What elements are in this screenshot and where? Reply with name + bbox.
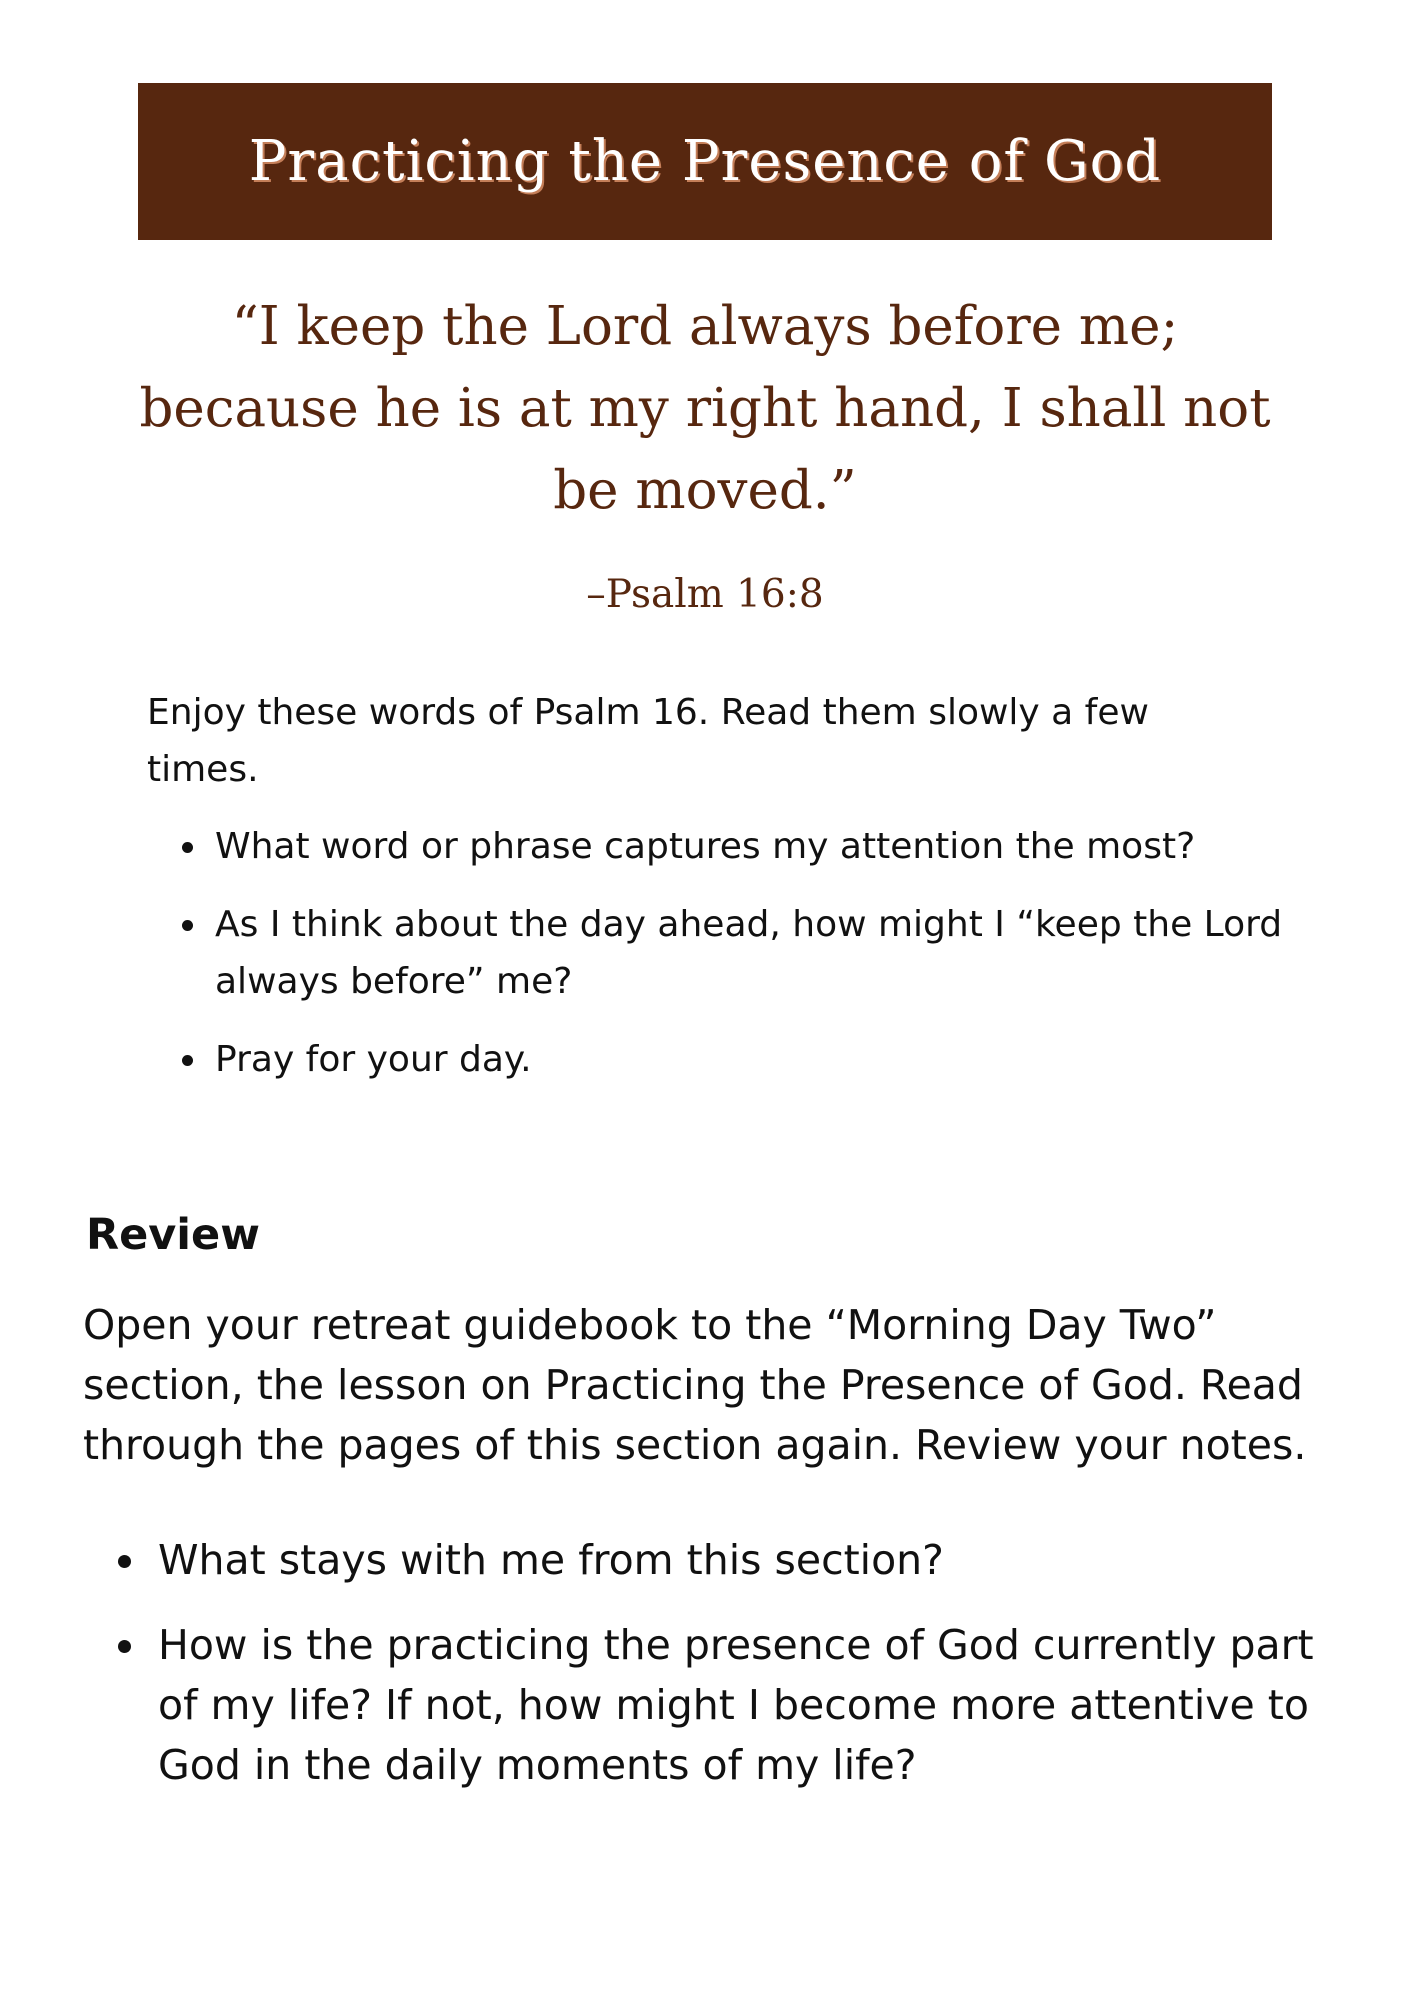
bullet-icon [118,1555,131,1568]
list-item [158,1530,1318,1590]
page-title: Practicing the Presence of God [248,129,1162,194]
review-prompt-list [158,1530,1318,1820]
bullet-icon [182,1055,193,1066]
list-item-text: As I think about the day ahead, how might I “keep the Lord always before” me? [215,904,1283,1002]
reflection-prompt-list [215,818,1295,1109]
list-item-text: Pray for your day. [215,1039,532,1080]
list-item [215,1031,1295,1088]
list-item-text: How is the practicing the presence of God currently part of my life? If not, how might I become more attentive to God in the daily moments of my life? [158,1621,1314,1789]
review-heading: Review [86,1210,260,1260]
list-item [158,1615,1318,1795]
bullet-icon [182,920,193,931]
reflection-intro: Enjoy these words of Psalm 16. Read them slowly a few times. [147,692,1149,790]
scripture-quote: “I keep the Lord always before me; because he is at my right hand, I shall not be moved.” [139,296,1271,521]
review-instructions: Open your retreat guidebook to the “Morning Day Two” section, the lesson on Practicing the Presence of God. Read through the pages of this section again. Review your notes. [83,1301,1307,1469]
title-banner [138,83,1272,240]
list-item [215,896,1295,1010]
list-item-text: What word or phrase captures my attention the most? [215,826,1196,867]
scripture-citation: –Psalm 16:8 [586,572,824,617]
bullet-icon [118,1640,131,1653]
bullet-icon [182,842,193,853]
list-item-text: What stays with me from this section? [158,1536,944,1584]
list-item [215,818,1295,875]
